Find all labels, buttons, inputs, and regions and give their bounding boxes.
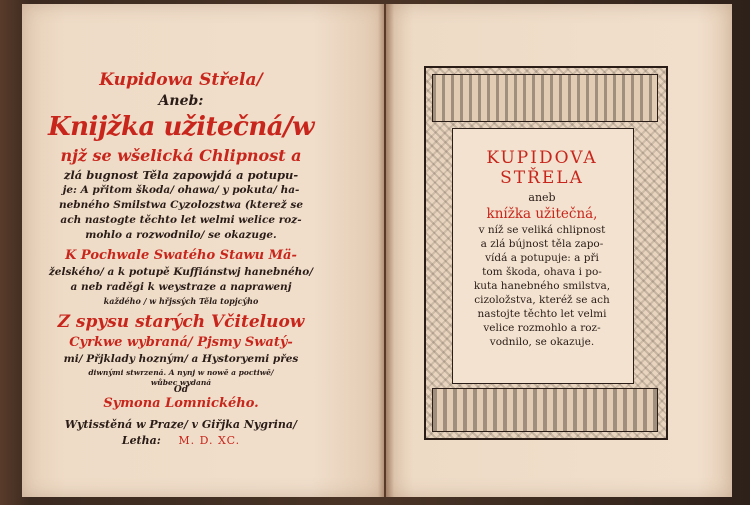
facsimile-line: Z spysu starých Včiteluow [57,312,305,332]
facsimile-date-label: Letha: [121,434,161,447]
facsimile-line: diwnými stwrzená. A nynj w nowě a poctiwě/ [88,368,274,377]
facsimile-line: wůbec wydaná [150,378,212,387]
facsimile-line: želského/ a k potupě Kuffiánstwj hanebného/ [48,266,314,278]
facsimile-line: njž se wšelická Chlipnost a [60,146,302,165]
facsimile-year: M. D. XC. [178,434,241,447]
facsimile-line: mi/ Přjklady hozným/ a Hystoryemi přes [63,353,299,365]
transcription-line: kuta hanebného smilstva, [473,280,611,292]
facsimile-line: nebného Smilstwa Cyzolozstwa (kterež se [58,199,304,211]
transcription-line: tom škoda, ohava i po- [482,266,602,278]
facsimile-imprint: Wytisstěná w Praze/ v Giřjka Nygrina/ [64,418,298,431]
transcription-title-line2: STŘELA [500,168,584,188]
transcription-line: nastojte těchto let velmi [477,308,607,320]
facsimile-line: mohlo a rozwodnilo/ se okazuge. [85,229,277,241]
transcription-subtitle: knížka užitečná, [486,206,598,222]
facsimile-title-line: Kupidowa Střela/ [99,70,263,90]
transcription-line: cizoložstva, kteréž se ach [474,294,610,306]
facsimile-author: Symona Lomnického. [103,396,259,411]
facsimile-line: je: A přitom škoda/ ohawa/ y pokuta/ ha- [62,184,300,196]
facsimile-date-row [0,434,362,447]
border-bottom-ornament [432,388,658,432]
facsimile-subtitle: Knijžka užitečná/w [47,112,315,142]
facsimile-line: a neb raděgi k weystraze a naprawenj [70,281,292,293]
facsimile-line: zlá bugnost Těla zapowjdá a potupu- [63,168,299,182]
facsimile-line: K Pochwale Swatého Stawu Mä- [65,248,297,263]
facsimile-aneb: Aneb: [158,93,204,109]
transcription-line: velice rozmohlo a roz- [483,322,601,334]
facsimile-line: každého / w hřjssých Těla topjcýho [103,296,259,306]
transcription-line: a zlá bújnost těla zapo- [480,238,604,250]
border-top-ornament [432,74,658,122]
transcription-aneb: aneb [528,191,556,204]
transcription-line: v níž se veliká chlipnost [478,224,606,236]
facsimile-od: Od [173,385,189,395]
transcription-line: vídá a potupuje: a při [485,252,599,264]
book-gutter [378,4,394,497]
facsimile-line: Cyrkwe wybraná/ Pjsmy Swatý- [69,335,293,350]
transcription-title-line1: KUPIDOVA [486,148,598,168]
transcription-line: vodnilo, se okazuje. [489,336,595,348]
facsimile-line: ach nastogte těchto let welmi welice roz- [60,214,302,226]
